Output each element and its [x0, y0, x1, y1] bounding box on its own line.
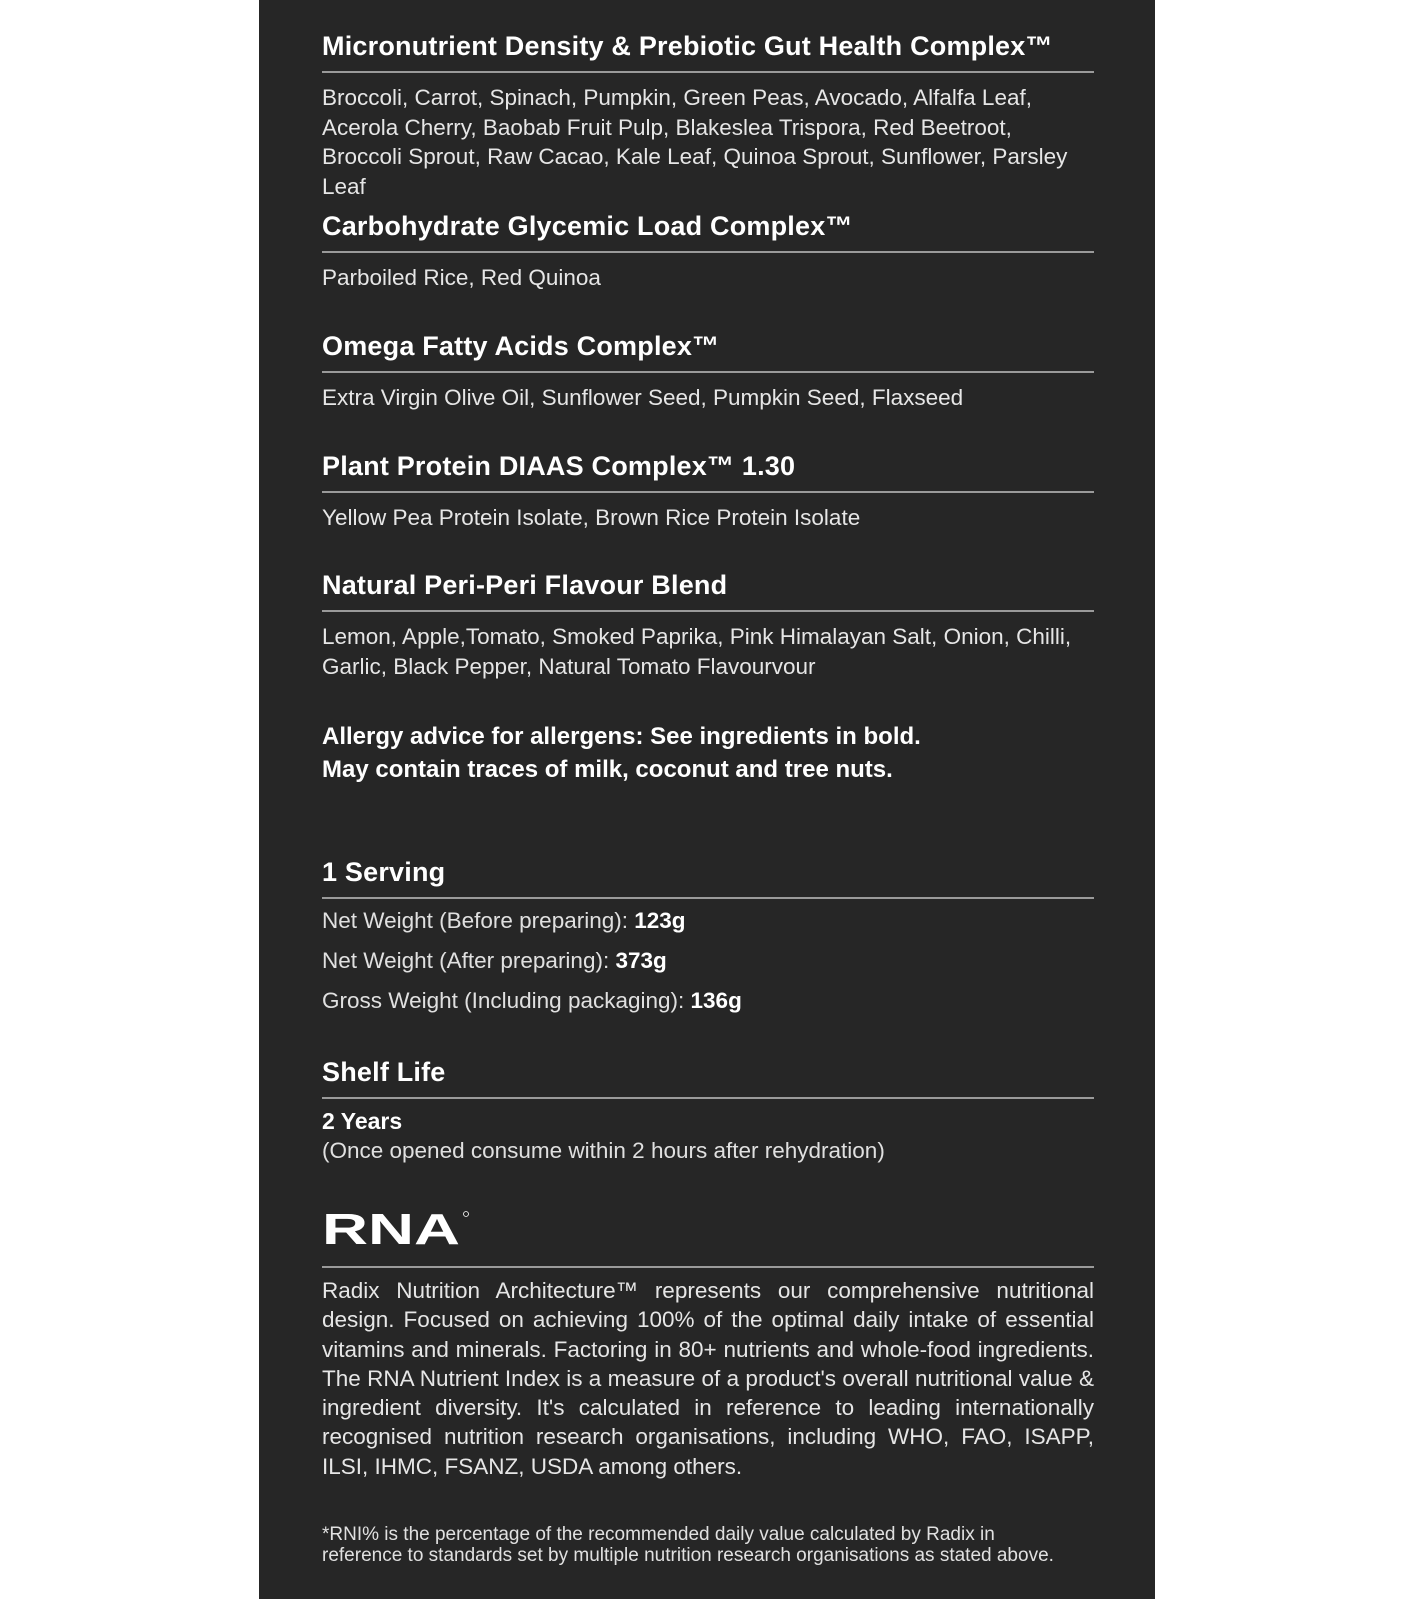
rna-logo: [322, 1209, 472, 1249]
shelf-life-section: [322, 1057, 1094, 1165]
weight-row: [322, 901, 1094, 941]
shelf-life-title: Shelf Life: [322, 1057, 1094, 1099]
weight-label: Net Weight (Before preparing):: [322, 908, 628, 933]
rna-section: [322, 1209, 1094, 1481]
shelf-life-details: [322, 1107, 1094, 1165]
section-ingredients: Extra Virgin Olive Oil, Sunflower Seed, Pumpkin Seed, Flaxseed: [322, 385, 964, 410]
weight-row: [322, 981, 1094, 1021]
section-ingredients: Broccoli, Carrot, Spinach, Pumpkin, Green Peas, Avocado, Alfalfa Leaf, Acerola Cherry, Baobab Fruit Pulp, Blakeslea Trispora, Red Beetroot, Broccoli Sprout, Raw Cacao, Kale Leaf, Quinoa Sprout, Sunflower, Parsley Leaf: [322, 85, 1068, 199]
section-micronutrient: [322, 31, 1094, 201]
serving-rows: [322, 901, 1094, 1021]
ingredients-panel: [259, 0, 1155, 1599]
serving-section: [322, 857, 1094, 1021]
weight-value: 136g: [690, 988, 742, 1013]
allergy-line-1: Allergy advice for allergens: See ingredients in bold.: [322, 723, 921, 750]
section-title: Omega Fatty Acids Complex™: [322, 331, 1094, 373]
footnote: *RNI% is the percentage of the recommended daily value calculated by Radix in reference to standards set by multiple nutrition research organisations as stated above.: [322, 1524, 1054, 1566]
section-carbohydrate: [322, 211, 1094, 293]
allergy-line-2: May contain traces of milk, coconut and tree nuts.: [322, 756, 893, 783]
rna-logo-wrap: [322, 1209, 1094, 1268]
section-omega: [322, 331, 1094, 413]
section-ingredients: Yellow Pea Protein Isolate, Brown Rice Protein Isolate: [322, 505, 861, 530]
section-title: Carbohydrate Glycemic Load Complex™: [322, 211, 1094, 253]
weight-label: Net Weight (After preparing):: [322, 948, 610, 973]
section-ingredients: Parboiled Rice, Red Quinoa: [322, 265, 601, 290]
weight-row: [322, 941, 1094, 981]
section-title: Plant Protein DIAAS Complex™ 1.30: [322, 451, 1094, 493]
section-flavour-blend: [322, 570, 1094, 681]
weight-value: 373g: [615, 948, 667, 973]
rna-logo-text: RNA: [322, 1209, 460, 1249]
section-title: Micronutrient Density & Prebiotic Gut Health Complex™: [322, 31, 1094, 73]
allergy-advice: [322, 720, 1094, 786]
section-title: Natural Peri-Peri Flavour Blend: [322, 570, 1094, 612]
weight-label: Gross Weight (Including packaging):: [322, 988, 685, 1013]
shelf-life-note: (Once opened consume within 2 hours after rehydration): [322, 1138, 885, 1163]
section-plant-protein: [322, 451, 1094, 533]
rna-description: Radix Nutrition Architecture™ represents our comprehensive nutritional design. Focused on achieving 100% of the optimal daily intake of essential vitamins and minerals. Factoring in 80+ nutrients and whole-food ingredients. The RNA Nutrient Index is a measure of a product's overall nutritional value & ingredient diversity. It's calculated in reference to leading internationally recognised nutrition research organisations, including WHO, FAO, ISAPP, ILSI, IHMC, FSANZ, USDA among others.: [322, 1278, 1094, 1479]
section-ingredients: Lemon, Apple,Tomato, Smoked Paprika, Pink Himalayan Salt, Onion, Chilli, Garlic, Black Pepper, Natural Tomato Flavourvour: [322, 624, 1072, 679]
shelf-life-value: 2 Years: [322, 1108, 403, 1134]
serving-title: 1 Serving: [322, 857, 1094, 899]
weight-value: 123g: [634, 908, 686, 933]
